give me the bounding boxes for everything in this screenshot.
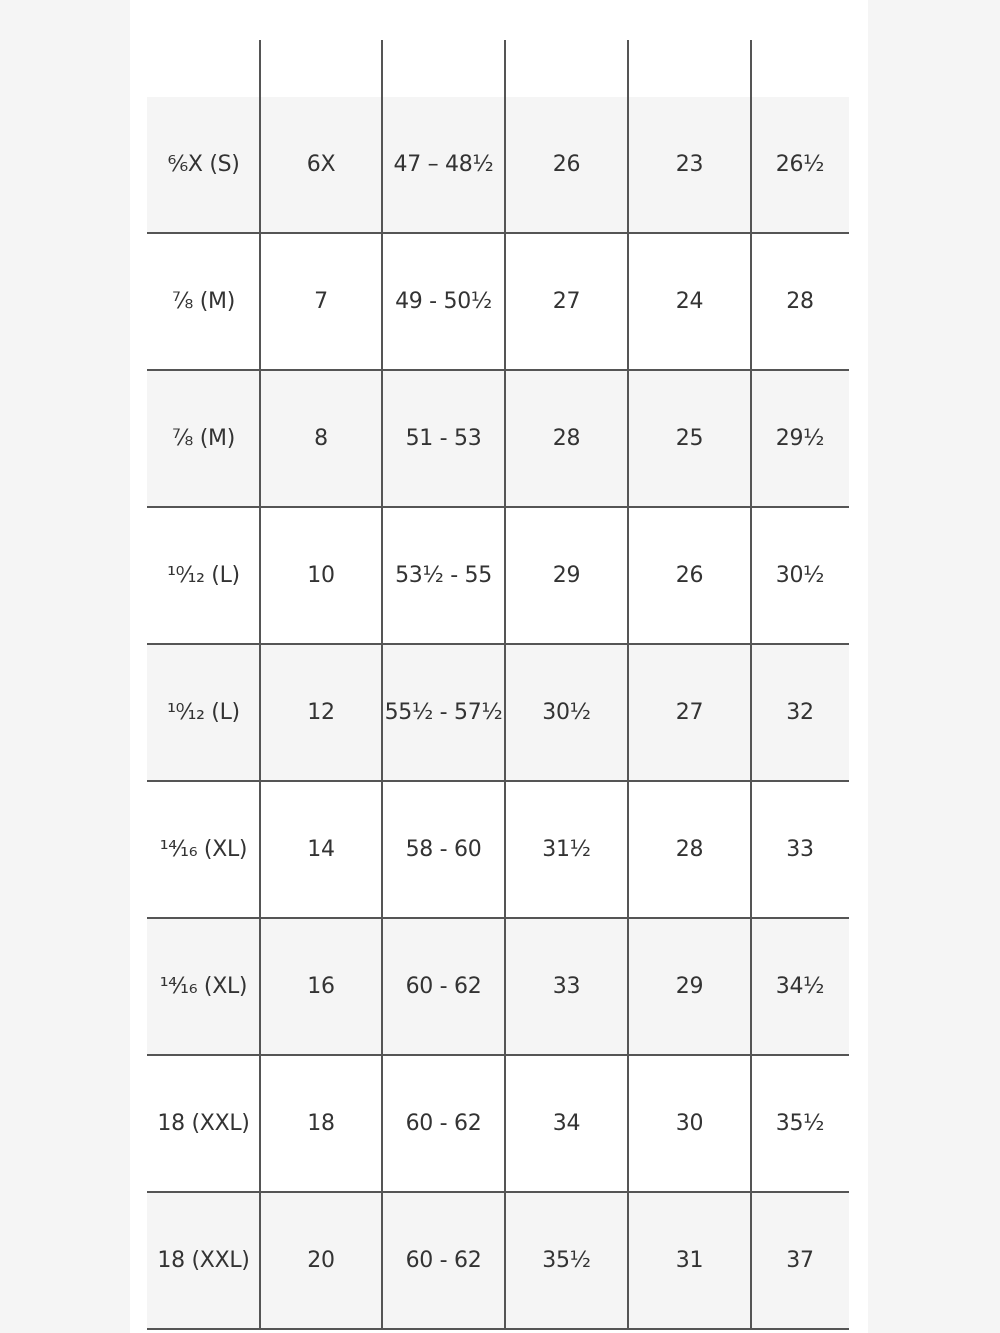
measure-a-cell: 31½ bbox=[542, 837, 591, 862]
size-chart-table bbox=[147, 40, 849, 1330]
measure-b-cell: 31 bbox=[675, 1248, 704, 1273]
measure-b-cell: 27 bbox=[675, 700, 704, 725]
height-range-cell: 60 - 62 bbox=[405, 974, 482, 999]
table-row bbox=[147, 645, 849, 782]
measure-c-cell: 34½ bbox=[775, 974, 825, 999]
size-label-cell: ⅞ (M) bbox=[172, 426, 235, 451]
measure-b-cell: 30 bbox=[675, 1111, 704, 1136]
size-label-cell: ¹⁰⁄₁₂ (L) bbox=[167, 563, 240, 588]
size-number-cell: 12 bbox=[307, 700, 335, 725]
height-range-cell: 58 - 60 bbox=[405, 837, 482, 862]
table-row bbox=[147, 371, 849, 508]
measure-a-cell: 34 bbox=[552, 1111, 581, 1136]
measure-a-cell: 30½ bbox=[542, 700, 591, 725]
table-row bbox=[147, 919, 849, 1056]
table-header-strip bbox=[147, 40, 849, 97]
table-row bbox=[147, 234, 849, 371]
column-divider-line bbox=[750, 40, 752, 1330]
measure-b-cell: 23 bbox=[675, 152, 704, 177]
table-row bbox=[147, 1193, 849, 1330]
size-label-cell: ¹⁰⁄₁₂ (L) bbox=[167, 700, 240, 725]
height-range-cell: 47 – 48½ bbox=[393, 152, 494, 177]
table-row bbox=[147, 508, 849, 645]
measure-b-cell: 24 bbox=[675, 289, 704, 314]
measure-a-cell: 26 bbox=[552, 152, 581, 177]
column-divider-line bbox=[259, 40, 261, 1330]
size-label-cell: ¹⁴⁄₁₆ (XL) bbox=[159, 974, 248, 999]
size-label-cell: 18 (XXL) bbox=[157, 1111, 250, 1136]
table-row bbox=[147, 1056, 849, 1193]
measure-c-cell: 37 bbox=[786, 1248, 814, 1273]
table-row bbox=[147, 782, 849, 919]
measure-c-cell: 28 bbox=[786, 289, 814, 314]
measure-c-cell: 30½ bbox=[775, 563, 825, 588]
column-divider-line bbox=[381, 40, 383, 1330]
measure-a-cell: 35½ bbox=[542, 1248, 591, 1273]
size-number-cell: 10 bbox=[307, 563, 335, 588]
size-number-cell: 8 bbox=[314, 426, 328, 451]
measure-b-cell: 28 bbox=[675, 837, 704, 862]
height-range-cell: 53½ - 55 bbox=[395, 563, 492, 588]
height-range-cell: 51 - 53 bbox=[405, 426, 482, 451]
size-number-cell: 20 bbox=[307, 1248, 335, 1273]
measure-a-cell: 28 bbox=[552, 426, 581, 451]
measure-c-cell: 32 bbox=[786, 700, 814, 725]
size-number-cell: 7 bbox=[314, 289, 328, 314]
measure-a-cell: 29 bbox=[552, 563, 581, 588]
height-range-cell: 49 - 50½ bbox=[395, 289, 492, 314]
size-number-cell: 6X bbox=[306, 152, 336, 177]
size-label-cell: ⁶⁄₆X (S) bbox=[167, 152, 240, 177]
measure-b-cell: 25 bbox=[675, 426, 704, 451]
height-range-cell: 55½ - 57½ bbox=[384, 700, 503, 725]
column-divider-line bbox=[504, 40, 506, 1330]
measure-a-cell: 33 bbox=[552, 974, 581, 999]
measure-c-cell: 29½ bbox=[775, 426, 825, 451]
column-divider-line bbox=[627, 40, 629, 1330]
measure-b-cell: 29 bbox=[675, 974, 704, 999]
measure-c-cell: 33 bbox=[786, 837, 814, 862]
size-number-cell: 18 bbox=[307, 1111, 335, 1136]
height-range-cell: 60 - 62 bbox=[405, 1111, 482, 1136]
height-range-cell: 60 - 62 bbox=[405, 1248, 482, 1273]
size-label-cell: ⅞ (M) bbox=[172, 289, 235, 314]
size-label-cell: 18 (XXL) bbox=[157, 1248, 250, 1273]
size-number-cell: 16 bbox=[307, 974, 335, 999]
measure-c-cell: 35½ bbox=[775, 1111, 825, 1136]
table-row bbox=[147, 97, 849, 234]
size-number-cell: 14 bbox=[307, 837, 335, 862]
measure-b-cell: 26 bbox=[675, 563, 704, 588]
measure-c-cell: 26½ bbox=[775, 152, 825, 177]
size-label-cell: ¹⁴⁄₁₆ (XL) bbox=[159, 837, 248, 862]
measure-a-cell: 27 bbox=[552, 289, 581, 314]
